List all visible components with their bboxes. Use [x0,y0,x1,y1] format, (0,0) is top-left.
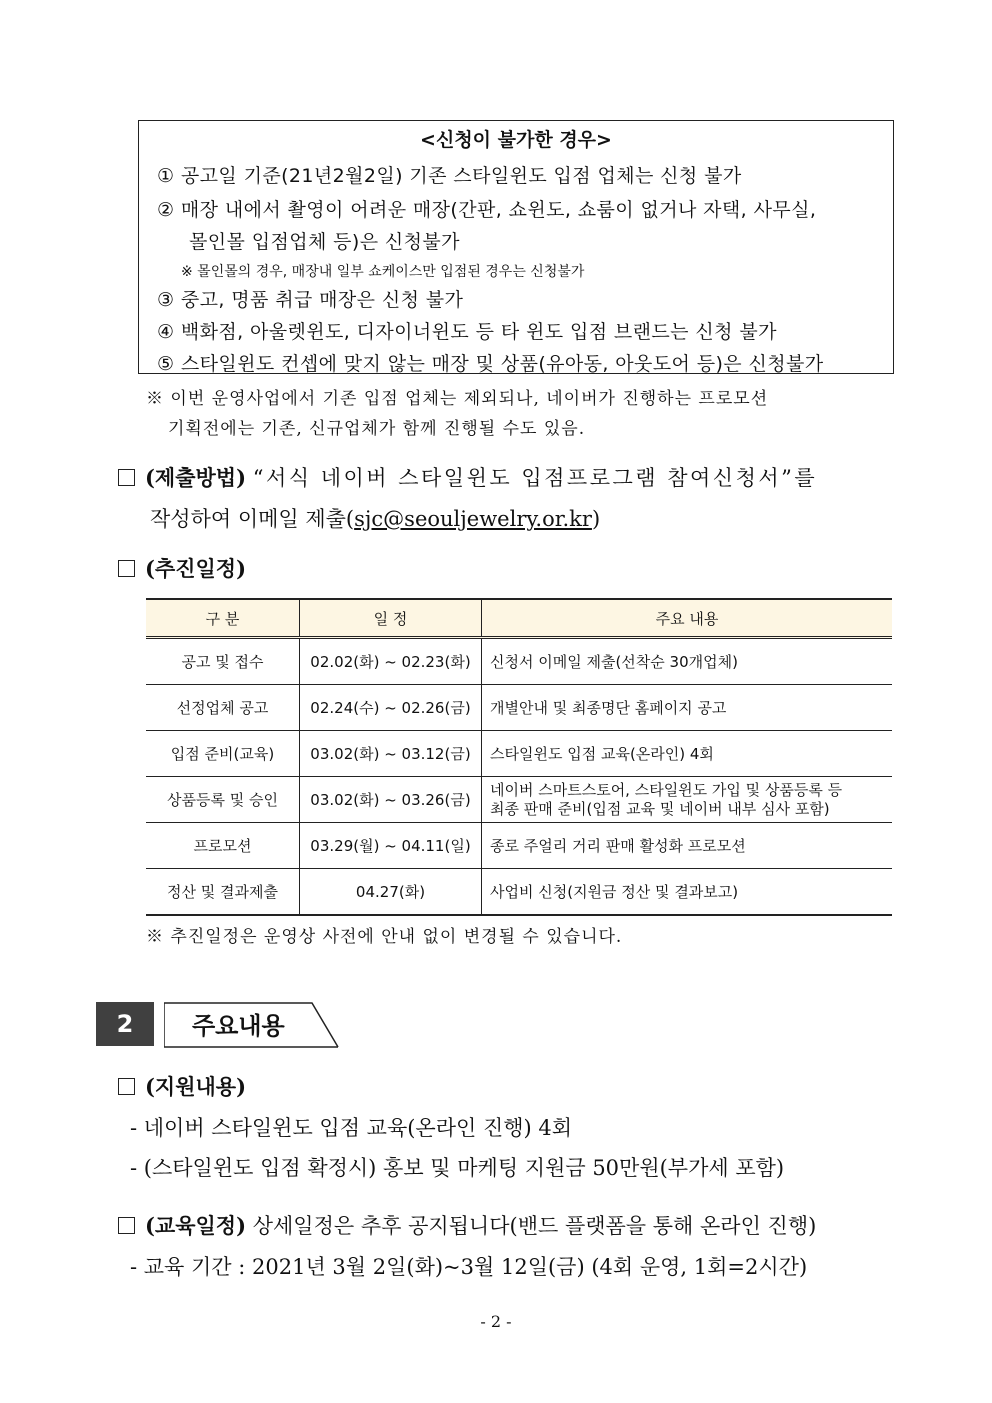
header-date: 일 정 [300,599,482,638]
table-header-row [146,599,892,638]
education-label: (교육일정) [145,1213,247,1238]
row-category: 공고 및 접수 [146,638,300,685]
row-desc-line2: 최종 판매 준비(입점 교육 및 네이버 내부 심사 포함) [490,799,830,818]
submission-text1: “서식 네이버 스타일윈도 입점프로그램 참여신청서”를 [252,466,818,490]
education-heading [118,1210,816,1240]
row-desc: 신청서 이메일 제출(선착순 30개업체) [482,638,893,685]
row-date: 02.02(화) ~ 02.23(화) [300,638,482,685]
checkbox-icon [118,1078,135,1095]
row-desc-line1: 네이버 스마트스토어, 스타일윈도 가입 및 상품등록 등 [490,780,843,799]
submission-text2-suffix: ) [591,507,601,531]
row-category: 선정업체 공고 [146,685,300,731]
row-desc: 종로 주얼리 거리 판매 활성화 프로모션 [482,823,893,869]
row-desc: 스타일윈도 입점 교육(온라인) 4회 [482,731,893,777]
header-category: 구 분 [146,599,300,638]
promo-note-line2: 기획전에는 기존, 신규업체가 함께 진행될 수도 있음. [168,419,586,439]
schedule-heading [118,553,246,583]
schedule-note: ※ 추진일정은 운영상 사전에 안내 없이 변경될 수 있습니다. [146,927,623,947]
table-row [146,731,892,777]
support-item-1: - 네이버 스타일윈도 입점 교육(온라인 진행) 4회 [130,1116,573,1140]
page-number: - 2 - [480,1312,512,1331]
row-category: 입점 준비(교육) [146,731,300,777]
ineligible-item-2-cont: 몰인몰 입점업체 등)은 신청불가 [189,231,460,253]
promo-note-line1: ※ 이번 운영사업에서 기존 입점 업체는 제외되나, 네이버가 진행하는 프로모션 [146,389,769,409]
ineligible-item-1: ① 공고일 기준(21년2월2일) 기존 스타일윈도 입점 업체는 신청 불가 [157,165,742,187]
table-row [146,823,892,869]
table-row [146,869,892,916]
table-row [146,638,892,685]
row-date: 03.02(화) ~ 03.26(금) [300,777,482,823]
row-category: 상품등록 및 승인 [146,777,300,823]
education-item: - 교육 기간 : 2021년 3월 2일(화)~3월 12일(금) (4회 운영, 1회=2시간) [130,1255,808,1279]
ineligible-sub-note: ※ 몰인몰의 경우, 매장내 일부 쇼케이스만 입점된 경우는 신청불가 [181,264,585,280]
ineligible-item-3: ③ 중고, 명품 취급 매장은 신청 불가 [157,289,464,311]
table-row [146,685,892,731]
row-desc: 사업비 신청(지원금 정산 및 결과보고) [482,869,893,916]
row-desc: 개별안내 및 최종명단 홈페이지 공고 [482,685,893,731]
row-category: 프로모션 [146,823,300,869]
ineligible-item-4: ④ 백화점, 아울렛윈도, 디자이너윈도 등 타 윈도 입점 브랜드는 신청 불가 [157,321,777,343]
schedule-table [146,598,892,916]
schedule-label: (추진일정) [145,556,247,581]
header-content: 주요 내용 [482,599,893,638]
row-date: 03.29(월) ~ 04.11(일) [300,823,482,869]
row-date: 04.27(화) [300,869,482,916]
submission-line1 [118,462,817,492]
ineligible-box [138,120,894,374]
section-number: 2 [96,1002,154,1046]
row-date: 02.24(수) ~ 02.26(금) [300,685,482,731]
row-date: 03.02(화) ~ 03.12(금) [300,731,482,777]
support-label: (지원내용) [145,1074,247,1099]
checkbox-icon [118,469,135,486]
checkbox-icon [118,560,135,577]
submission-line2 [150,503,600,533]
table-row [146,777,892,823]
section-title-tab [164,1002,340,1052]
section-title: 주요내용 [192,1012,285,1040]
row-category: 정산 및 결과제출 [146,869,300,916]
ineligible-item-2: ② 매장 내에서 촬영이 어려운 매장(간판, 쇼윈도, 쇼룸이 없거나 자택, 사무실, [157,199,817,221]
row-desc [482,777,893,823]
submission-email-link[interactable]: sjc@seouljewelry.or.kr [354,507,592,531]
checkbox-icon [118,1217,135,1234]
support-item-2: - (스타일윈도 입점 확정시) 홍보 및 마케팅 지원금 50만원(부가세 포함) [130,1156,785,1180]
support-heading [118,1071,246,1101]
submission-label: (제출방법) [145,465,247,490]
ineligible-item-5: ⑤ 스타일윈도 컨셉에 맞지 않는 매장 및 상품(유아동, 아웃도어 등)은 신청불가 [157,353,824,375]
submission-text2-prefix: 작성하여 이메일 제출( [150,507,355,531]
education-text: 상세일정은 추후 공지됩니다(밴드 플랫폼을 통해 온라인 진행) [252,1214,817,1238]
ineligible-title: <신청이 불가한 경우> [420,129,612,151]
